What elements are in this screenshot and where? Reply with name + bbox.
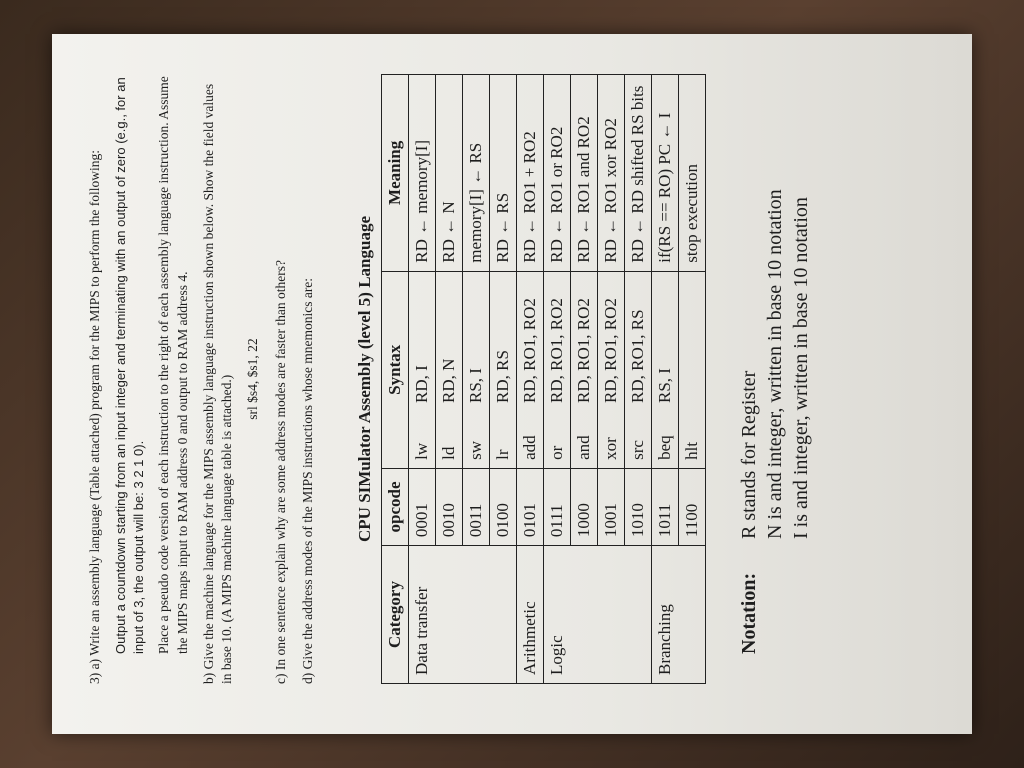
mnemonic-cell: ld [435, 411, 462, 468]
question-a-task: Output a countdown starting from an input integer and terminating with an output of zero (e.g., for an input of 3, the output will be: 3 2 1 0). [113, 77, 146, 654]
args-cell: RD, RO1, RO2 [570, 271, 597, 411]
mnemonic-cell: beq [651, 411, 678, 468]
opcode-cell: 1010 [624, 468, 651, 545]
table-row [651, 75, 678, 684]
mnemonic-cell: add [516, 411, 543, 468]
mnemonic-cell: src [624, 411, 651, 468]
question-b-instruction: srl $s4, $s1, 22 [245, 338, 261, 420]
opcode-cell: 1011 [651, 468, 678, 545]
meaning-cell: stop execution [678, 75, 705, 272]
mnemonic-cell: xor [597, 411, 624, 468]
args-cell: RD, RO1, RO2 [597, 271, 624, 411]
mnemonic-cell: and [570, 411, 597, 468]
question-b: b) Give the machine language for the MIPS assembly language instruction shown below. Show the field values in base 10. (A MIPS machine language table is attached.) [200, 83, 234, 684]
args-cell [678, 271, 705, 411]
args-cell: RD, RO1, RO2 [543, 271, 570, 411]
mnemonic-cell: hlt [678, 411, 705, 468]
notation-line-register: R stands for Register [737, 370, 760, 539]
opcode-cell: 0011 [462, 468, 489, 545]
table-header-row [381, 75, 408, 684]
notation-section [736, 74, 814, 654]
notation-line-n: N is and integer, written in base 10 notation [763, 189, 786, 539]
header-syntax: Syntax [381, 271, 408, 468]
args-cell: RD, N [435, 271, 462, 411]
args-cell: RS, I [462, 271, 489, 411]
meaning-cell: RD ← RO1 + RO2 [516, 75, 543, 272]
category-arithmetic: Arithmetic [516, 546, 543, 684]
meaning-cell: RD ← RO1 or RO2 [543, 75, 570, 272]
table-row [516, 75, 543, 684]
opcode-cell: 1001 [597, 468, 624, 545]
meaning-cell: RD ← RD shifted RS bits [624, 75, 651, 272]
meaning-cell: memory[I] ← RS [462, 75, 489, 272]
opcode-cell: 0010 [435, 468, 462, 545]
meaning-cell: RD ← RO1 xor RO2 [597, 75, 624, 272]
notation-line-i: I is and integer, written in base 10 notation [789, 197, 812, 539]
meaning-cell: RD ← N [435, 75, 462, 272]
opcode-cell: 1100 [678, 468, 705, 545]
category-logic: Logic [543, 546, 651, 684]
opcode-cell: 0101 [516, 468, 543, 545]
opcode-cell: 1000 [570, 468, 597, 545]
meaning-cell: RD ← RO1 and RO2 [570, 75, 597, 272]
table-row [543, 75, 570, 684]
mnemonic-cell: or [543, 411, 570, 468]
header-meaning: Meaning [381, 75, 408, 272]
args-cell: RD, RO1, RO2 [516, 271, 543, 411]
mnemonic-cell: sw [462, 411, 489, 468]
args-cell: RD, I [408, 271, 435, 411]
meaning-cell: RD ← memory[I] [408, 75, 435, 272]
category-data-transfer: Data transfer [408, 546, 516, 684]
notation-label: Notation: [737, 572, 760, 654]
mnemonic-cell: lw [408, 411, 435, 468]
args-cell: RS, I [651, 271, 678, 411]
opcode-cell: 0111 [543, 468, 570, 545]
table-row [408, 75, 435, 684]
opcode-cell: 0001 [408, 468, 435, 545]
assembly-language-table [381, 74, 706, 684]
args-cell: RD, RO1, RS [624, 271, 651, 411]
question-a-intro: 3) a) Write an assembly language (Table attached) program for the MIPS to perform the following: [87, 150, 102, 684]
worksheet-page [52, 34, 972, 734]
question-d: d) Give the address modes of the MIPS instructions whose mnemonics are: [299, 277, 315, 684]
category-branching: Branching [651, 546, 705, 684]
header-category: Category [381, 546, 408, 684]
header-opcode: opcode [381, 468, 408, 545]
question-c: c) In one sentence explain why are some address modes are faster than others? [273, 260, 289, 684]
notation-lines [736, 189, 814, 539]
meaning-cell: if(RS == RO) PC ← I [651, 75, 678, 272]
mnemonic-cell: lr [489, 411, 516, 468]
question-a-pseudo: Place a pseudo code version of each instruction to the right of each assembly language instruction. Assume the MIPS maps input to RAM address 0 and output to RAM address 4. [156, 76, 190, 654]
meaning-cell: RD ← RS [489, 75, 516, 272]
opcode-cell: 0100 [489, 468, 516, 545]
table-title: CPU SIMulator Assembly (level 5) Language [354, 216, 374, 542]
args-cell: RD, RS [489, 271, 516, 411]
